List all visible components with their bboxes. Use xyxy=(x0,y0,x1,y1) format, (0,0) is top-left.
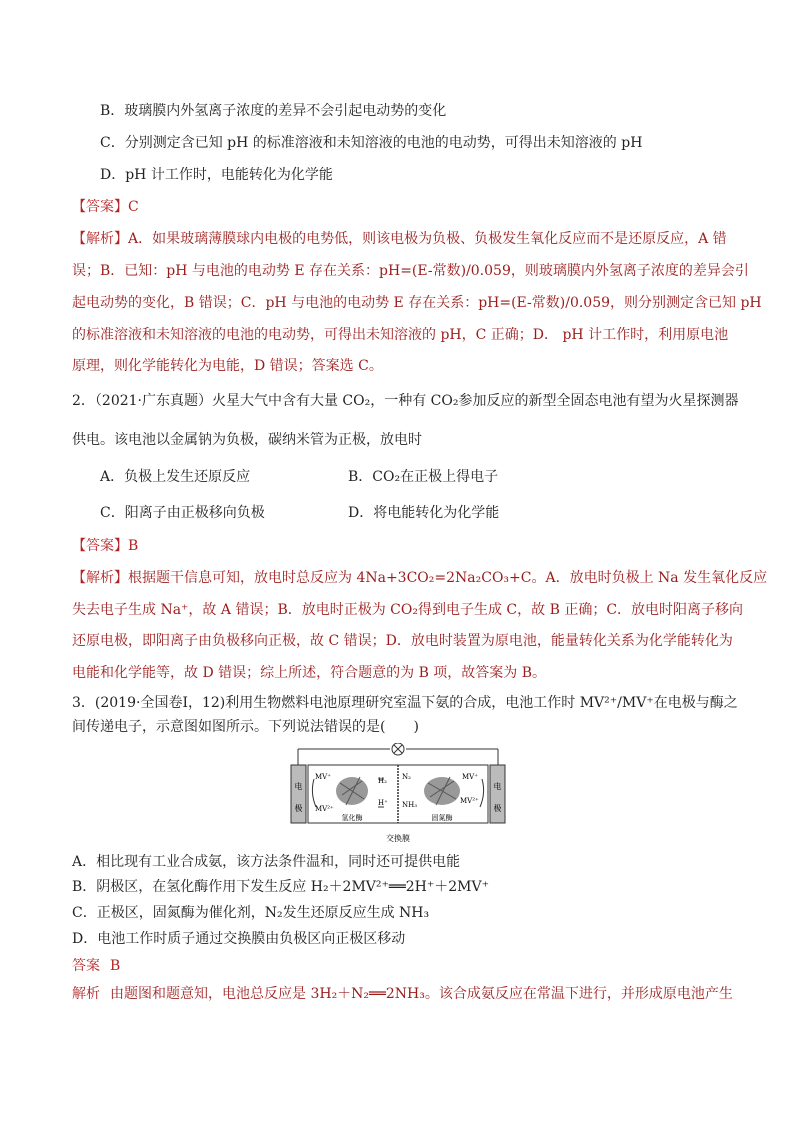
analysis-line: 电能和化学能等，故 D 错误；综上所述，符合题意的为 B 项，故答案为 B。 xyxy=(72,665,547,681)
answer-tag: 答案 xyxy=(72,958,100,974)
electrode-label: 极 xyxy=(493,804,502,813)
electrode-label: 极 xyxy=(294,804,303,813)
analysis-tag: 【解析】 xyxy=(72,570,128,586)
q3-option-a: A．相比现有工业合成氨，该方法条件温和，同时还可提供电能 xyxy=(72,854,461,870)
analysis-line: 起电动势的变化，B 错误；C．pH 与电池的电动势 E 存在关系：pH=(E-常数)/0.059，则分别测定含已知 pH xyxy=(72,295,762,311)
bulb-icon xyxy=(392,743,404,755)
analysis-tag: 【解析】 xyxy=(72,231,128,247)
answer-value: B xyxy=(128,538,139,554)
membrane-label: 交换膜 xyxy=(386,834,410,843)
h-plus-label: H⁺ xyxy=(378,799,388,807)
answer-tag: 【答案】 xyxy=(72,538,128,554)
analysis-line: 原理，则化学能转化为电能，D 错误；答案选 C。 xyxy=(72,358,383,374)
q3-stem-line: 3．(2019·全国卷Ⅰ，12)利用生物燃料电池原理研究室温下氨的合成，电池工作时 MV²⁺/MV⁺在电极与酶之 xyxy=(72,695,738,711)
answer-value: B xyxy=(110,958,121,974)
analysis-line: 失去电子生成 Na⁺，故 A 错误；B．放电时正极为 CO₂得到电子生成 C，故 B 正确；C．放电时阳离子移向 xyxy=(72,602,744,618)
answer-tag: 【答案】 xyxy=(72,199,128,215)
q1-option-b: B．玻璃膜内外氢离子浓度的差异不会引起电动势的变化 xyxy=(100,103,447,119)
mv2-plus-label: MV²⁺ xyxy=(460,797,479,805)
hydrogenase-enzyme xyxy=(336,777,368,805)
q2-stem-line: 2．（2021·广东真题）火星大气中含有大量 CO₂，一种有 CO₂参加反应的新型全固态电池有望为火星探测器 xyxy=(72,393,739,409)
q2-option-d: D．将电能转化为化学能 xyxy=(348,505,500,521)
q1-option-d: D．pH 计工作时，电能转化为化学能 xyxy=(100,167,333,183)
answer-value: C xyxy=(128,199,139,215)
n2-label: N₂ xyxy=(402,773,411,781)
q3-option-b: B．阴极区，在氢化酶作用下发生反应 H₂＋2MV²⁺══2H⁺＋2MV⁺ xyxy=(72,879,490,895)
q1-option-c: C．分别测定含已知 pH 的标准溶液和未知溶液的电池的电动势，可得出未知溶液的 pH xyxy=(100,135,643,151)
mv-plus-label: MV⁺ xyxy=(462,773,478,781)
electrode-label: 电 xyxy=(493,782,502,791)
enzyme-left-label: 氢化酶 xyxy=(341,814,363,822)
q3-option-c: C．正极区，固氮酶为催化剂，N₂发生还原反应生成 NH₃ xyxy=(72,905,430,921)
q1-answer xyxy=(72,197,139,217)
nh3-label: NH₃ xyxy=(402,801,418,809)
analysis-line: 误；B．已知：pH 与电池的电动势 E 存在关系：pH=(E-常数)/0.059，则玻璃膜内外氢离子浓度的差异会引 xyxy=(72,263,749,279)
analysis-line: 【解析】根据题干信息可知，放电时总反应为 4Na+3CO₂=2Na₂CO₃+C。A．放电时负极上 Na 发生氧化反应 xyxy=(72,570,768,586)
enzyme-right-label: 固氮酶 xyxy=(431,814,453,822)
q2-answer xyxy=(72,536,138,556)
q2-option-c: C．阳离子由正极移向负极 xyxy=(100,505,265,521)
right-electrode xyxy=(490,765,505,823)
mv2-plus-label: MV²⁺ xyxy=(315,805,334,813)
left-electrode xyxy=(291,765,306,823)
analysis-tag: 解析 xyxy=(72,986,100,1002)
mv-plus-label: MV⁺ xyxy=(315,773,331,781)
q2-stem-line: 供电。该电池以金属钠为负极，碳纳米管为正极，放电时 xyxy=(72,432,422,448)
analysis-line: 还原电极，即阳离子由负极移向正极，故 C 错误；D．放电时装置为原电池，能量转化关系为化学能转化为 xyxy=(72,633,733,649)
nitrogenase-enzyme xyxy=(424,777,460,805)
q2-option-b: B．CO₂在正极上得电子 xyxy=(348,469,499,485)
fuel-cell-diagram xyxy=(288,743,508,848)
analysis-line: 【解析】A．如果玻璃薄膜球内电极的电势低，则该电极为负极、负极发生氧化反应而不是还原反应，A 错 xyxy=(72,231,727,247)
q2-option-a: A．负极上发生还原反应 xyxy=(100,469,251,485)
h2-label: H₂ xyxy=(378,777,387,785)
electrode-label: 电 xyxy=(294,782,303,791)
analysis-line: 的标准溶液和未知溶液的电池的电动势，可得出未知溶液的 pH，C 正确；D． pH 计工作时，利用原电池 xyxy=(72,327,729,343)
q3-option-d: D．电池工作时质子通过交换膜由负极区向正极区移动 xyxy=(72,931,406,947)
q3-answer xyxy=(72,956,120,976)
q3-stem-line: 间传递电子，示意图如图所示。下列说法错误的是( ) xyxy=(72,719,419,735)
q3-analysis: 解析 由题图和题意知，电池总反应是 3H₂＋N₂══2NH₃。该合成氨反应在常温下进行，并形成原电池产生 xyxy=(72,986,733,1002)
